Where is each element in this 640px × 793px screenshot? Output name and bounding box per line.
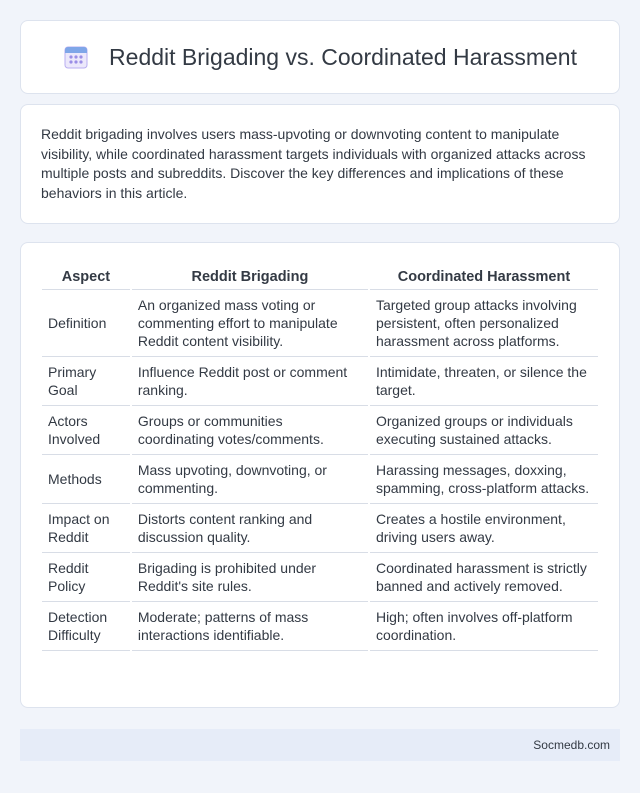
intro-card (20, 104, 620, 224)
row-harassment: Coordinated harassment is strictly banned and actively removed. (369, 553, 598, 602)
row-aspect: Primary Goal (42, 357, 131, 406)
row-aspect: Impact on Reddit (42, 504, 131, 553)
row-harassment: Organized groups or individuals executing sustained attacks. (369, 406, 598, 455)
table-row (42, 290, 598, 357)
title-card (20, 20, 620, 94)
comparison-card (20, 242, 620, 708)
table-row (42, 504, 598, 553)
calendar-icon (63, 44, 89, 70)
table-row (42, 602, 598, 651)
row-brigading: An organized mass voting or commenting effort to manipulate Reddit content visibility. (131, 290, 369, 357)
table-header-row (42, 263, 598, 290)
row-harassment: Intimidate, threaten, or silence the target. (369, 357, 598, 406)
row-harassment: Harassing messages, doxxing, spamming, cross-platform attacks. (369, 455, 598, 504)
row-brigading: Distorts content ranking and discussion quality. (131, 504, 369, 553)
row-brigading: Moderate; patterns of mass interactions identifiable. (131, 602, 369, 651)
row-aspect: Methods (42, 455, 131, 504)
table-row (42, 406, 598, 455)
row-aspect: Actors Involved (42, 406, 131, 455)
header-harassment: Coordinated Harassment (369, 263, 598, 290)
comparison-table (42, 263, 598, 651)
row-aspect: Definition (42, 290, 131, 357)
row-brigading: Mass upvoting, downvoting, or commenting. (131, 455, 369, 504)
row-harassment: Creates a hostile environment, driving users away. (369, 504, 598, 553)
header-aspect: Aspect (42, 263, 131, 290)
row-brigading: Brigading is prohibited under Reddit's site rules. (131, 553, 369, 602)
header-brigading: Reddit Brigading (131, 263, 369, 290)
row-aspect: Detection Difficulty (42, 602, 131, 651)
page-title: Reddit Brigading vs. Coordinated Harassment (109, 43, 577, 70)
row-harassment: Targeted group attacks involving persistent, often personalized harassment across platforms. (369, 290, 598, 357)
row-aspect: Reddit Policy (42, 553, 131, 602)
row-brigading: Groups or communities coordinating votes/comments. (131, 406, 369, 455)
table-row (42, 553, 598, 602)
table-row (42, 357, 598, 406)
row-brigading: Influence Reddit post or comment ranking. (131, 357, 369, 406)
intro-text: Reddit brigading involves users mass-upvoting or downvoting content to manipulate visibility, while coordinated harassment targets individuals with organized attacks across multiple posts and subreddits. Discover the key differences and implications of these behaviors in this article. (41, 126, 586, 201)
table-row (42, 455, 598, 504)
footer-site-link[interactable]: Socmedb.com (533, 738, 610, 752)
row-harassment: High; often involves off-platform coordination. (369, 602, 598, 651)
footer-bar (20, 729, 620, 761)
